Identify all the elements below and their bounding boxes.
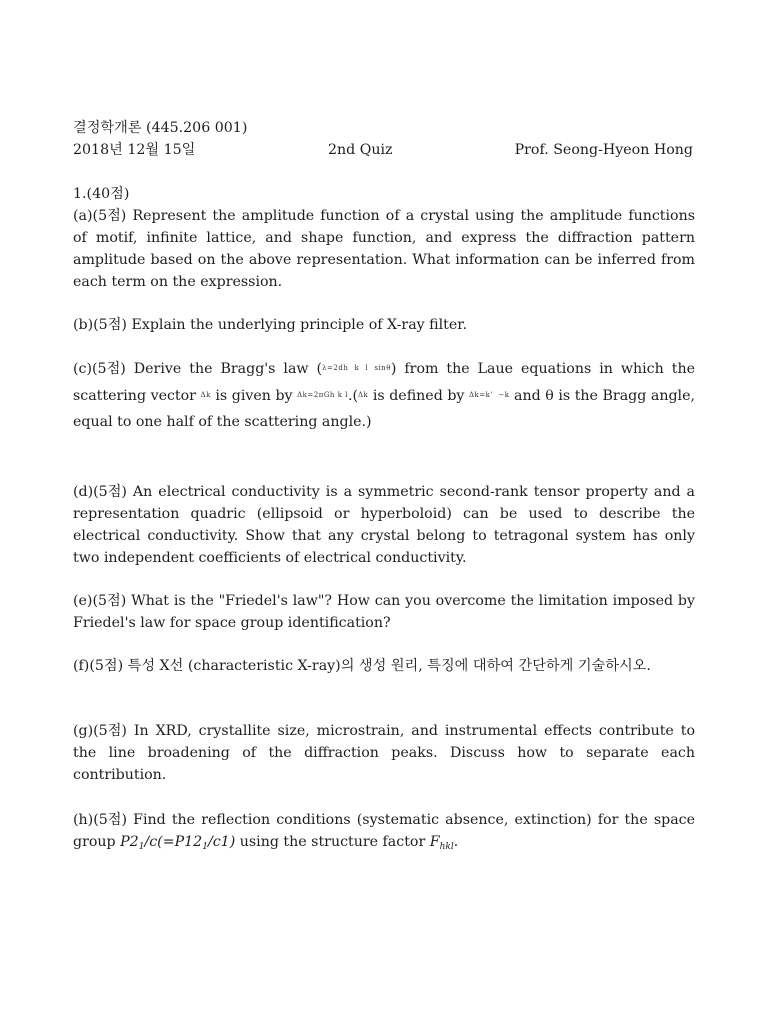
question-d-text: (d)(5점) An electrical conductivity is a symmetric second-rank tensor property and a representation quadric (ellipsoid or hyperboloid) can be used to describe the electrical conductivity. Show that any crystal belong to tetragonal system has only two independent coefficients of electrical conductivity. <box>73 484 695 566</box>
space-group-sub-1: 1 <box>138 842 145 852</box>
question-c <box>73 355 695 435</box>
question-h-part1: (h)(5점) Find the reflection conditions (systematic absence, extinction) for the space group <box>73 812 695 850</box>
question-g <box>73 720 695 786</box>
question-d <box>73 481 695 569</box>
question-a <box>73 205 695 293</box>
delta-k-formula: Δk <box>358 391 369 399</box>
space-group-end: /c1) <box>207 834 236 850</box>
scattering-vector-formula: Δk <box>200 391 211 399</box>
header-row <box>73 139 693 161</box>
course-title: 결정학개론 (445.206 001) <box>73 120 248 136</box>
question-a-text: (a)(5점) Represent the amplitude function of a crystal using the amplitude functions of motif, infinite lattice, and shape function, and express the diffraction pattern amplitude based on the above representation. What information can be inferred from each term on the expression. <box>73 208 695 290</box>
structure-factor-sub: hkl <box>439 842 454 852</box>
question-b <box>73 314 695 336</box>
question-c-part5: is defined by <box>368 388 469 404</box>
delta-k-definition-formula: Δk=k' −k <box>468 391 510 399</box>
question-c-part4: .( <box>347 388 358 404</box>
bragg-law-formula: λ=2dh k l sinθ <box>322 364 391 372</box>
space-group-p: P2 <box>120 834 139 850</box>
question-h-end: . <box>453 834 459 850</box>
laue-condition-formula: Δk=2πGh k l <box>297 391 348 399</box>
question-f <box>73 655 695 677</box>
structure-factor-f: F <box>429 834 440 850</box>
quiz-name: 2nd Quiz <box>328 142 393 158</box>
question-h-text <box>73 809 695 858</box>
problem-1-title: 1.(40점) <box>73 186 130 202</box>
question-f-text: (f)(5점) 특성 X선 (characteristic X-ray)의 생성 원리, 특징에 대하여 간단하게 기술하시오. <box>73 658 651 674</box>
question-c-part1: (c)(5점) Derive the Bragg's law ( <box>73 361 323 377</box>
space-group-sub-2: 1 <box>202 842 208 852</box>
question-b-text: (b)(5점) Explain the underlying principle of X-ray filter. <box>73 317 468 333</box>
question-c-part6: and θ is the Bragg angle, equal to one half of the scattering angle.) <box>73 388 696 430</box>
question-c-part2: ) from the Laue equations in which the scattering vector <box>73 361 695 404</box>
question-e <box>73 590 695 634</box>
question-c-part3: is given by <box>210 388 298 404</box>
question-h <box>73 809 695 858</box>
question-g-text: (g)(5점) In XRD, crystallite size, microstrain, and instrumental effects contribute to the line broadening of the diffraction peaks. Discuss how to separate each contribution. <box>73 723 695 783</box>
question-h-part2: using the structure factor <box>235 834 430 850</box>
question-c-text <box>73 355 695 435</box>
space-group-mid: /c(=P12 <box>144 834 203 850</box>
quiz-date: 2018년 12월 15일 <box>73 142 196 158</box>
question-e-text: (e)(5점) What is the "Friedel's law"? How can you overcome the limitation imposed by Friedel's law for space group identification? <box>73 593 695 631</box>
professor-name: Prof. Seong-Hyeon Hong <box>514 142 693 158</box>
